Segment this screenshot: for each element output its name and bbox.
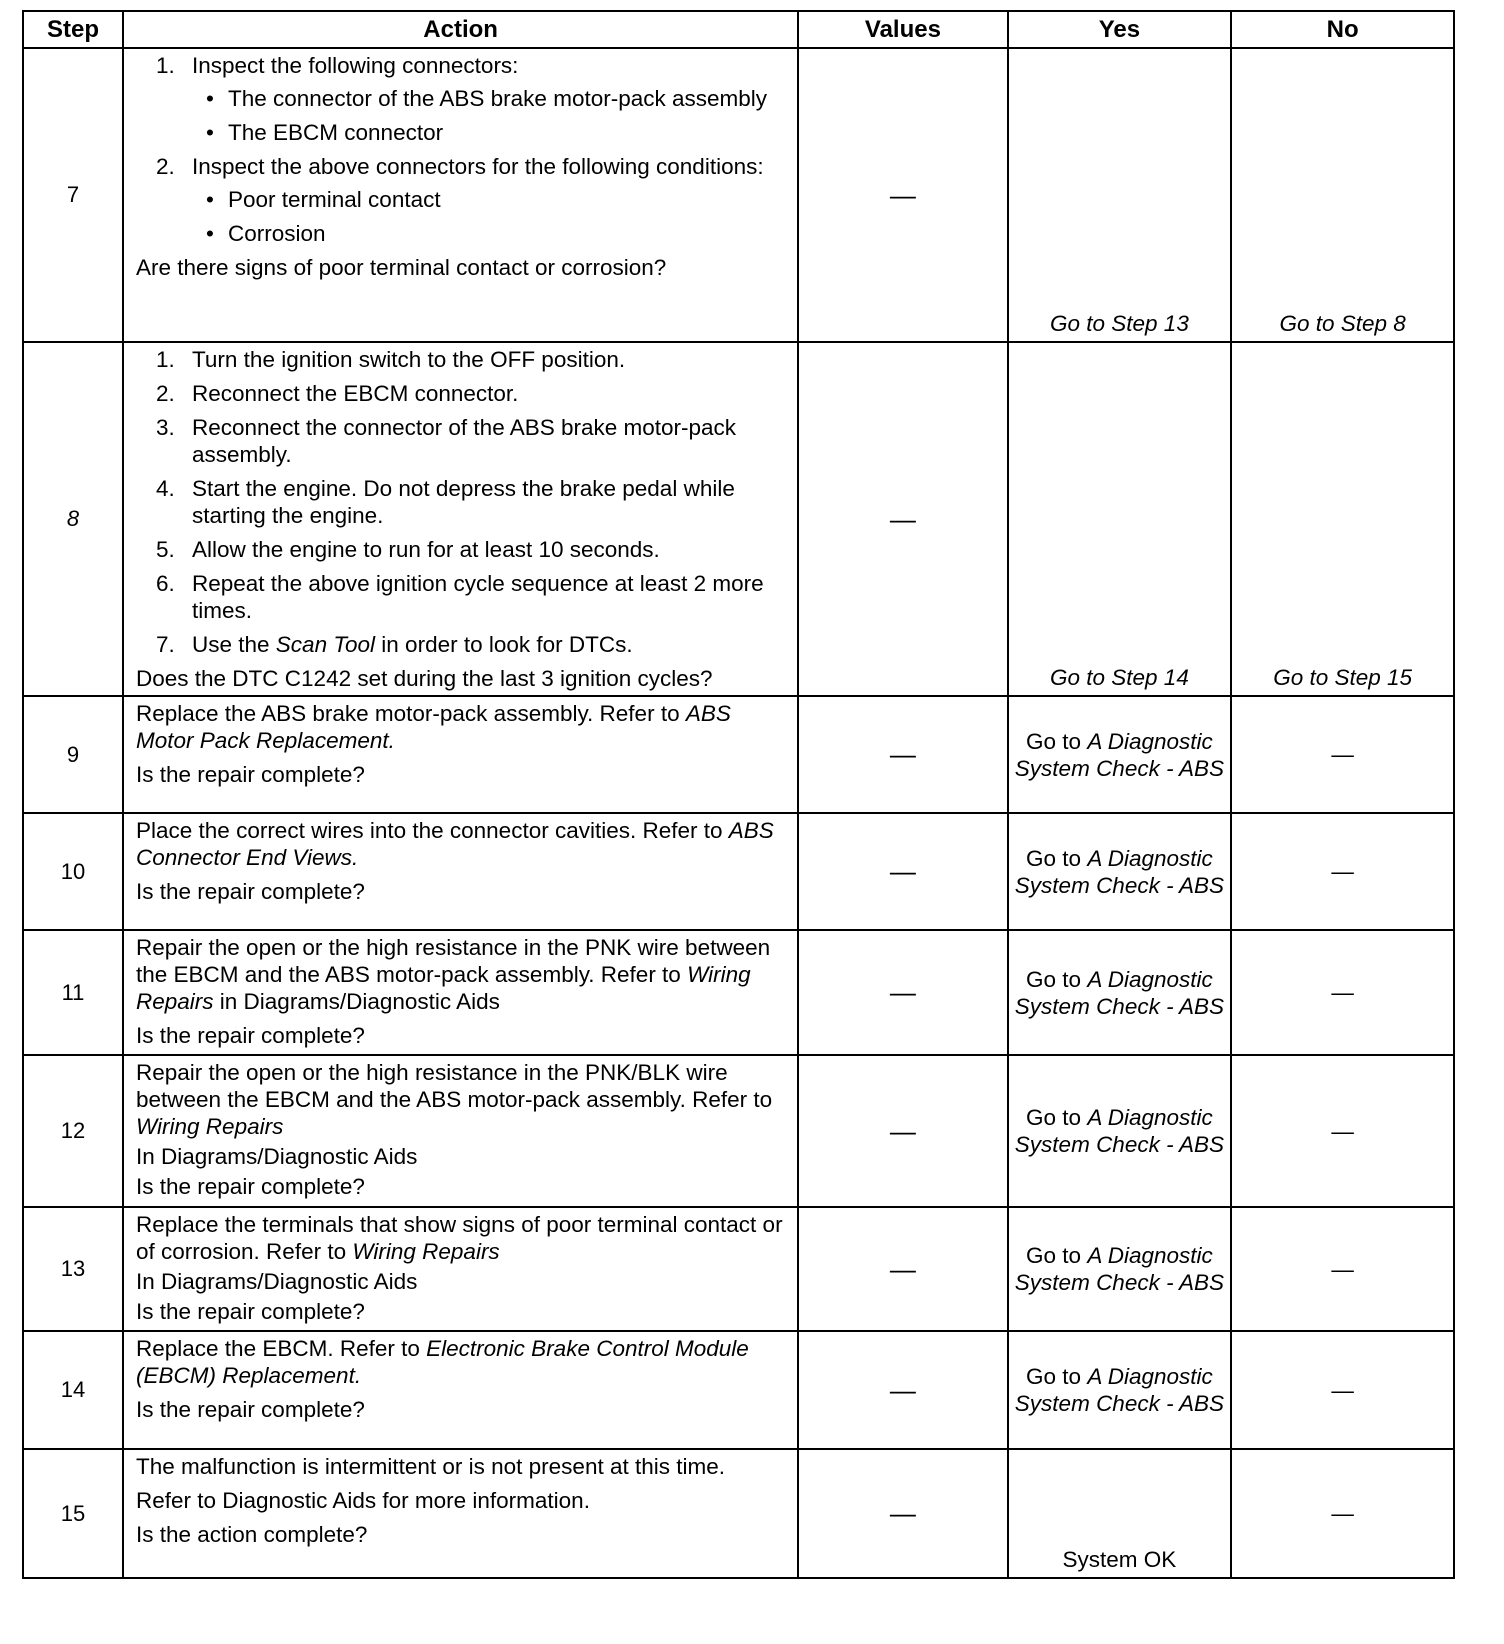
action-reference: Electronic Brake Control Module (EBCM) Replacement.: [136, 1336, 749, 1388]
action-text-2: Refer to Diagnostic Aids for more information.: [136, 1488, 590, 1513]
values-cell: —: [798, 1207, 1007, 1331]
table-row: [23, 342, 1454, 696]
header-row: [23, 11, 1454, 48]
action-text: Place the correct wires into the connector cavities. Refer to: [136, 818, 729, 843]
yes-target: A Diagnostic System Check - ABS: [1014, 728, 1225, 781]
action-question: Is the repair complete?: [136, 879, 365, 904]
no-cell: —: [1231, 1449, 1454, 1578]
yes-cell: Go to Step 14: [1008, 342, 1232, 696]
action-reference: Wiring Repairs: [136, 962, 751, 1014]
action-cell: [123, 696, 798, 813]
action-cell: [123, 1207, 798, 1331]
yes-goto: Go to: [1026, 1243, 1088, 1268]
step-number: 8: [23, 342, 123, 696]
table-row: [23, 1331, 1454, 1449]
action-text: Repair the open or the high resistance in the PNK/BLK wire between the EBCM and the ABS motor-pack assembly. Refer to: [136, 1060, 773, 1112]
action-substep: Reconnect the connector of the ABS brake motor-pack assembly.: [192, 415, 737, 467]
header-action: Action: [123, 11, 798, 48]
table-row: [23, 48, 1454, 342]
action-bullet: Poor terminal contact: [228, 187, 441, 212]
yes-cell: [1008, 813, 1232, 930]
action-text: Replace the EBCM. Refer to: [136, 1336, 427, 1361]
table-row: [23, 813, 1454, 930]
yes-cell: System OK: [1008, 1449, 1232, 1578]
action-substep: Inspect the above connectors for the following conditions:: [192, 154, 764, 179]
header-values: Values: [798, 11, 1007, 48]
action-question: Is the repair complete?: [136, 1397, 365, 1422]
action-cell: [123, 1331, 798, 1449]
action-bullet: Corrosion: [228, 221, 326, 246]
values-cell: —: [798, 342, 1007, 696]
action-text-post: In Diagrams/Diagnostic Aids: [136, 1144, 418, 1169]
table-row: [23, 1449, 1454, 1578]
no-cell: Go to Step 15: [1231, 342, 1454, 696]
values-cell: —: [798, 813, 1007, 930]
action-substep: Reconnect the EBCM connector.: [192, 381, 519, 406]
values-cell: —: [798, 930, 1007, 1055]
yes-cell: [1008, 930, 1232, 1055]
yes-goto: Go to: [1026, 728, 1088, 754]
action-text: Replace the ABS brake motor-pack assembly. Refer to: [136, 701, 686, 726]
step-number: 10: [23, 813, 123, 930]
action-question: Does the DTC C1242 set during the last 3 ignition cycles?: [136, 666, 713, 691]
step-number: 9: [23, 696, 123, 813]
values-cell: —: [798, 48, 1007, 342]
no-cell: —: [1231, 696, 1454, 813]
yes-cell: [1008, 696, 1232, 813]
yes-cell: [1008, 1331, 1232, 1449]
action-question: Are there signs of poor terminal contact or corrosion?: [136, 255, 667, 280]
action-bullet: The connector of the ABS brake motor-pack assembly: [228, 86, 768, 111]
action-question: Is the repair complete?: [136, 762, 365, 787]
step-number: 11: [23, 930, 123, 1055]
action-cell: 1. Inspect the following connectors: • The connector of the ABS brake motor-pack assembly • The EBCM connector 2. Inspect the above connectors for the following conditions: • Poor terminal contact • Corrosion Are there signs of poor terminal contact or corrosion?: [123, 48, 798, 342]
action-cell: [123, 1449, 798, 1578]
action-reference: ABS Motor Pack Replacement.: [136, 701, 731, 753]
no-cell: —: [1231, 1207, 1454, 1331]
step-number: 15: [23, 1449, 123, 1578]
action-text: Replace the terminals that show signs of poor terminal contact or of corrosion. Refer to: [136, 1212, 783, 1264]
action-substep: Inspect the following connectors:: [192, 53, 519, 78]
values-cell: —: [798, 696, 1007, 813]
header-no: No: [1231, 11, 1454, 48]
action-cell: 1. Turn the ignition switch to the OFF position. 2. Reconnect the EBCM connector. 3. Reconnect the connector of the ABS brake motor-pack assembly. 4. Start the engine. Do not depress the brake pedal while starting the engine. 5. Allow the engine to run for at least 10 seconds. 6. Repeat the above ignition cycle sequence at least 2 more times. 7. Use the Scan Tool in order to look for DTCs. Does the DTC C1242 set during the last 3 ignition cycles?: [123, 342, 798, 696]
action-question: Is the repair complete?: [136, 1174, 365, 1199]
action-question: Is the repair complete?: [136, 1023, 365, 1048]
action-cell: [123, 930, 798, 1055]
action-reference: Wiring Repairs: [136, 1114, 284, 1139]
table-row: [23, 696, 1454, 813]
step-number: 13: [23, 1207, 123, 1331]
action-substep-italic: Scan Tool: [275, 632, 376, 657]
action-text-post: in Diagrams/Diagnostic Aids: [213, 989, 500, 1014]
step-number: 14: [23, 1331, 123, 1449]
action-substep: Start the engine. Do not depress the brake pedal while starting the engine.: [192, 476, 735, 528]
yes-target: A Diagnostic System Check - ABS: [1014, 1243, 1225, 1295]
action-text: The malfunction is intermittent or is not present at this time.: [136, 1454, 725, 1479]
action-cell: [123, 1055, 798, 1207]
no-cell: —: [1231, 813, 1454, 930]
step-number: 7: [23, 48, 123, 342]
action-cell: [123, 813, 798, 930]
action-substep: Repeat the above ignition cycle sequence at least 2 more times.: [192, 571, 764, 623]
action-substep-post: in order to look for DTCs.: [375, 632, 633, 657]
yes-target: A Diagnostic System Check - ABS: [1014, 966, 1225, 1019]
action-reference: ABS Connector End Views.: [136, 818, 774, 870]
values-cell: —: [798, 1055, 1007, 1207]
values-cell: —: [798, 1331, 1007, 1449]
no-cell: —: [1231, 1055, 1454, 1207]
table-row: [23, 1207, 1454, 1331]
header-yes: Yes: [1008, 11, 1232, 48]
yes-target: A Diagnostic System Check - ABS: [1014, 1105, 1225, 1157]
yes-goto: Go to: [1026, 845, 1088, 871]
action-question: Is the repair complete?: [136, 1299, 365, 1324]
action-question: Is the action complete?: [136, 1522, 368, 1547]
yes-cell: Go to Step 13: [1008, 48, 1232, 342]
yes-cell: [1008, 1207, 1232, 1331]
yes-goto: Go to: [1026, 1364, 1088, 1389]
no-cell: Go to Step 8: [1231, 48, 1454, 342]
diagnostic-table: [22, 10, 1455, 1579]
action-text-post: In Diagrams/Diagnostic Aids: [136, 1269, 418, 1294]
no-cell: —: [1231, 1331, 1454, 1449]
action-reference: Wiring Repairs: [352, 1239, 500, 1264]
values-cell: —: [798, 1449, 1007, 1578]
action-substep: Turn the ignition switch to the OFF position.: [192, 347, 626, 372]
yes-goto: Go to: [1026, 1105, 1088, 1130]
action-substep-pre: Use the: [192, 632, 276, 657]
action-substep: Allow the engine to run for at least 10 seconds.: [192, 537, 660, 562]
yes-target: A Diagnostic System Check - ABS: [1014, 845, 1225, 898]
action-bullet: The EBCM connector: [228, 120, 444, 145]
header-step: Step: [23, 11, 123, 48]
yes-cell: [1008, 1055, 1232, 1207]
table-row: [23, 1055, 1454, 1207]
no-cell: —: [1231, 930, 1454, 1055]
step-number: 12: [23, 1055, 123, 1207]
action-text: Repair the open or the high resistance in the PNK wire between the EBCM and the ABS motor-pack assembly. Refer to: [136, 935, 771, 987]
yes-target: A Diagnostic System Check - ABS: [1014, 1364, 1225, 1416]
yes-goto: Go to: [1026, 966, 1088, 992]
table-row: [23, 930, 1454, 1055]
